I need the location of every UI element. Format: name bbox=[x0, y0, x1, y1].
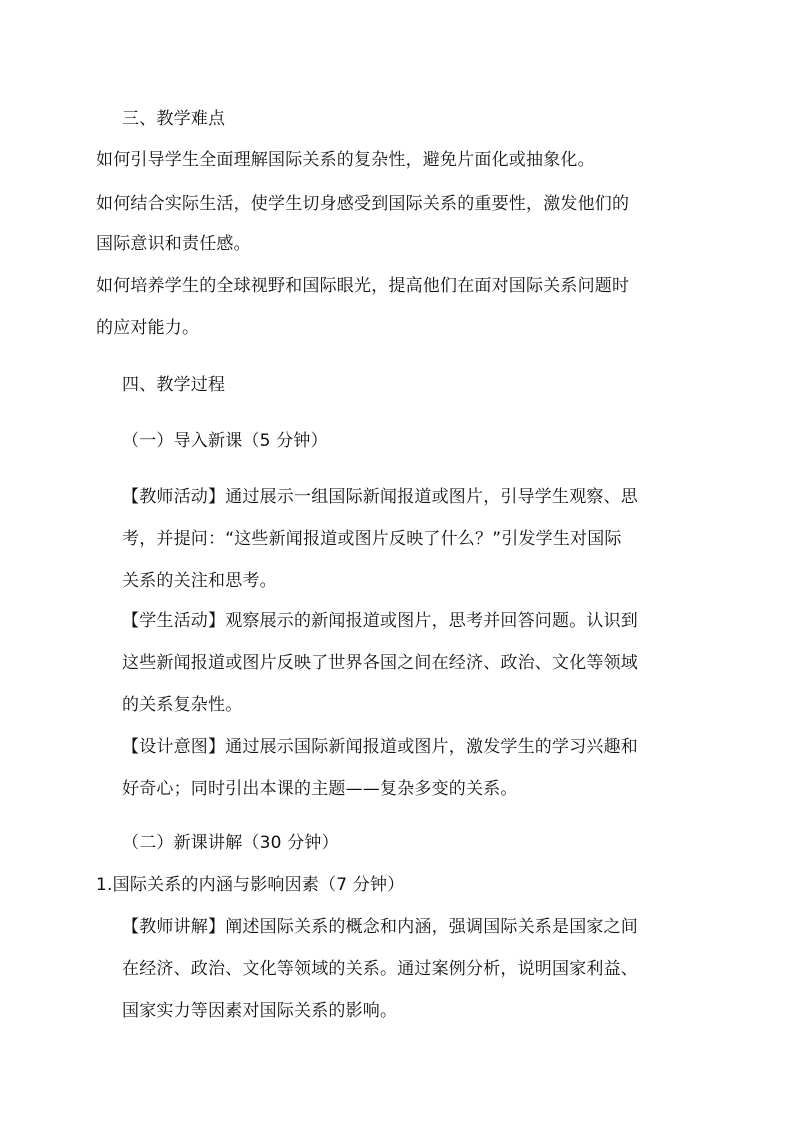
teacher-explain-tag: 【教师讲解】 bbox=[122, 917, 226, 937]
paragraph-line: 如何培养学生的全球视野和国际眼光，提高他们在面对国际关系问题时 bbox=[96, 276, 630, 296]
paragraph-line: 的应对能力。 bbox=[96, 318, 200, 338]
teacher-activity-text: 通过展示一组国际新闻报道或图片，引导学生观察、思 bbox=[225, 487, 639, 507]
item-heading-international-relations: 1.国际关系的内涵与影响因素（7 分钟） bbox=[96, 875, 405, 895]
paragraph-line: 的关系复杂性。 bbox=[122, 695, 243, 715]
student-activity-text: 观察展示的新闻报道或图片，思考并回答问题。认识到 bbox=[225, 611, 639, 631]
design-intent-line bbox=[122, 736, 638, 758]
teacher-explain-text: 阐述国际关系的概念和内涵，强调国际关系是国家之间 bbox=[225, 917, 639, 937]
design-intent-tag: 【设计意图】 bbox=[122, 737, 226, 757]
subsection-heading-introduction: （一）导入新课（5 分钟） bbox=[122, 431, 328, 451]
paragraph-line: 国际意识和责任感。 bbox=[96, 234, 251, 254]
student-activity-line bbox=[122, 610, 638, 632]
paragraph-line: 好奇心；同时引出本课的主题——复杂多变的关系。 bbox=[122, 779, 518, 799]
paragraph-line: 在经济、政治、文化等领域的关系。通过案例分析，说明国家利益、 bbox=[122, 959, 638, 979]
teacher-activity-tag: 【教师活动】 bbox=[122, 487, 226, 507]
paragraph-line: 关系的关注和思考。 bbox=[122, 571, 277, 591]
section-heading-teaching-difficulties: 三、教学难点 bbox=[122, 109, 226, 129]
paragraph-line: 考，并提问：“这些新闻报道或图片反映了什么？”引发学生对国际 bbox=[122, 529, 622, 549]
paragraph-line: 国家实力等因素对国际关系的影响。 bbox=[122, 1001, 398, 1021]
paragraph-line: 这些新闻报道或图片反映了世界各国之间在经济、政治、文化等领域 bbox=[122, 653, 638, 673]
teacher-activity-line bbox=[122, 486, 638, 508]
subsection-heading-new-lesson: （二）新课讲解（30 分钟） bbox=[122, 833, 339, 853]
paragraph-line: 如何引导学生全面理解国际关系的复杂性，避免片面化或抽象化。 bbox=[96, 150, 595, 170]
teacher-explain-line bbox=[122, 916, 638, 938]
design-intent-text: 通过展示国际新闻报道或图片，激发学生的学习兴趣和 bbox=[225, 737, 639, 757]
paragraph-line: 如何结合实际生活，使学生切身感受到国际关系的重要性，激发他们的 bbox=[96, 194, 630, 214]
section-heading-teaching-process: 四、教学过程 bbox=[122, 375, 226, 395]
student-activity-tag: 【学生活动】 bbox=[122, 611, 226, 631]
